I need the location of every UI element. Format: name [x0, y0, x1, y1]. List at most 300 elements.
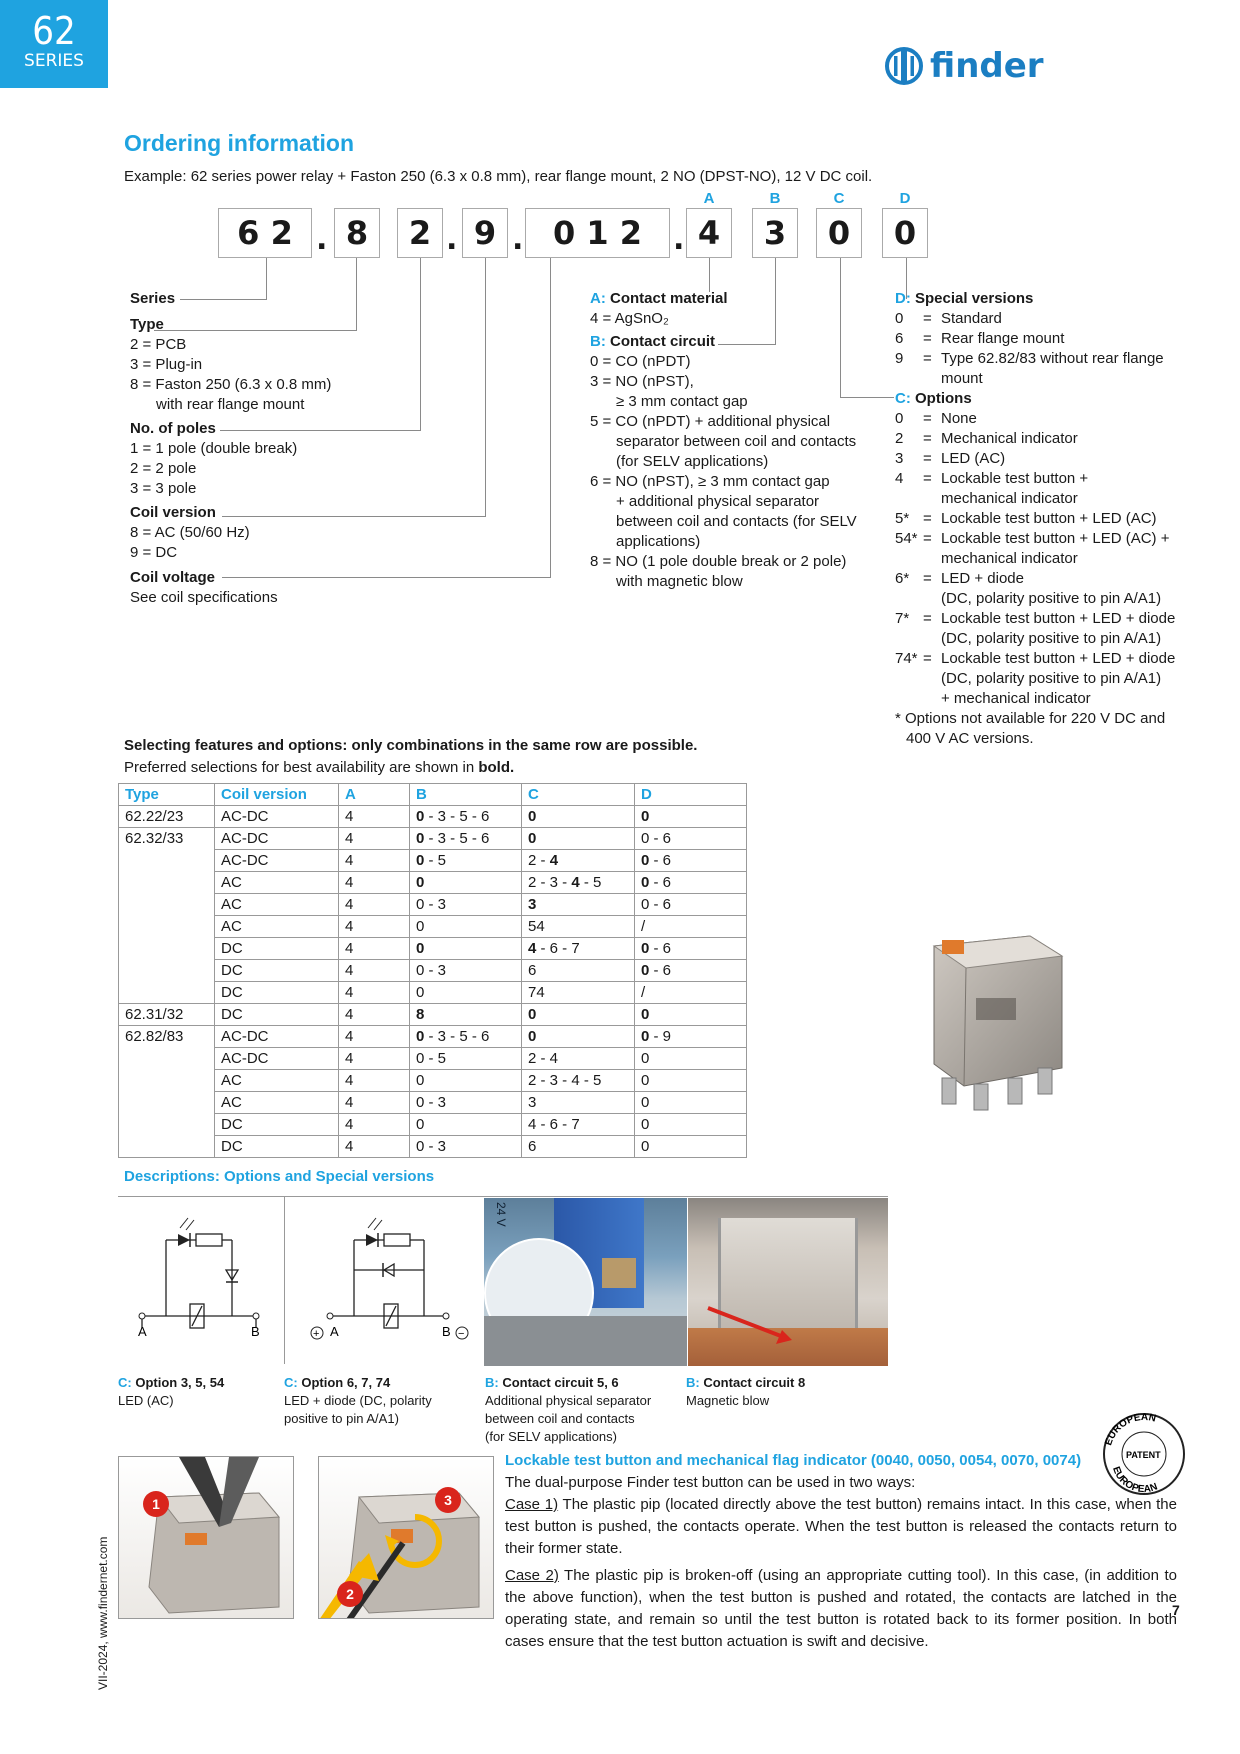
- b-item: + additional physical separator: [616, 493, 820, 510]
- coil-version-item: 9 = DC: [130, 544, 178, 561]
- c-item-value: (DC, polarity positive to pin A/A1): [941, 590, 1162, 607]
- c-item-equals: =: [923, 470, 932, 487]
- code-dot: .: [673, 222, 685, 257]
- table-cell: 4: [339, 872, 410, 894]
- table-cell: 0: [522, 806, 635, 828]
- table-cell: 0: [410, 872, 522, 894]
- table-row: [119, 1026, 747, 1048]
- table-cell: 54: [522, 916, 635, 938]
- table-header: D: [635, 784, 747, 806]
- table-cell: 4: [339, 894, 410, 916]
- c-item-key: [895, 689, 923, 709]
- table-cell: [119, 1136, 215, 1158]
- table-cell: 0: [410, 1070, 522, 1092]
- c-item-value: LED (AC): [941, 450, 1006, 467]
- d-item-equals: [923, 369, 941, 389]
- step-badge-2: 2: [337, 1581, 363, 1607]
- c-item-value: mechanical indicator: [941, 490, 1078, 507]
- plus-label: +: [313, 1328, 320, 1340]
- table-cell: 2 - 3 - 4 - 5: [522, 872, 635, 894]
- table-cell: [119, 872, 215, 894]
- caption-contact-circuit-8: B: Contact circuit 8 Magnetic blow: [686, 1375, 806, 1408]
- table-row: [119, 1070, 747, 1092]
- table-row: [119, 1092, 747, 1114]
- caption-option-6-7-74: C: Option 6, 7, 74 LED + diode (DC, polarity positive to pin A/A1): [284, 1375, 432, 1426]
- page-title: Ordering information: [124, 130, 354, 156]
- seal-text-top: EUROPEAN: [1103, 1411, 1158, 1448]
- table-cell: 0: [635, 1092, 747, 1114]
- b-item: 0 = CO (nPDT): [590, 353, 691, 370]
- d-item-key: 6: [895, 330, 904, 347]
- table-cell: 0 - 3: [410, 1092, 522, 1114]
- d-item-value: Type 62.82/83 without rear flange: [941, 350, 1164, 367]
- table-cell: [119, 960, 215, 982]
- code-dot: .: [512, 222, 524, 257]
- table-header: Type: [119, 784, 215, 806]
- table-cell: /: [635, 916, 747, 938]
- seal-text-bottom: EUROPEAN: [1110, 1465, 1160, 1496]
- c-item-row: [895, 669, 1185, 689]
- b-item: 5 = CO (nPDT) + additional physical: [590, 413, 831, 430]
- table-cell: 62.32/33: [119, 828, 215, 850]
- c-item-row: [895, 429, 1185, 449]
- table-cell: 4: [339, 1092, 410, 1114]
- c-item-row: [895, 569, 1185, 589]
- coil-version-item: 8 = AC (50/60 Hz): [130, 524, 250, 541]
- lockable-case-2: Case 2) The plastic pip is broken-off (using an appropriate cutting tool). In this case, (in addition to the above function), when the test button is pushed and rotated, the contacts are latched in the operating state, and remain so until the test button is rotated back to its former position. In both cases ensure that the test button actuation is swift and decisive.: [505, 1567, 1177, 1650]
- seal-text-mid: PATENT: [1126, 1450, 1161, 1460]
- table-cell: 0 - 3 - 5 - 6: [410, 1026, 522, 1048]
- c-item-row: [895, 529, 1185, 549]
- c-item-equals: [923, 689, 941, 709]
- magnetic-blow-photo: [688, 1198, 888, 1366]
- poles-item: 1 = 1 pole (double break): [130, 440, 298, 457]
- c-item-row: [895, 449, 1185, 469]
- table-cell: AC-DC: [215, 828, 339, 850]
- type-item: 8 = Faston 250 (6.3 x 0.8 mm): [130, 376, 332, 393]
- table-cell: 74: [522, 982, 635, 1004]
- test-button-photo-2: [318, 1456, 494, 1619]
- pin-a-label: A: [330, 1324, 339, 1339]
- b-item: separator between coil and contacts: [616, 433, 857, 450]
- right-fields: [895, 289, 1185, 749]
- series-tab: [0, 0, 108, 88]
- table-cell: [119, 982, 215, 1004]
- table-cell: [119, 894, 215, 916]
- table-row: [119, 872, 747, 894]
- d-item-equals: =: [923, 350, 932, 367]
- table-cell: 4: [339, 1004, 410, 1026]
- c-item-equals: =: [923, 410, 932, 427]
- table-row: [119, 828, 747, 850]
- series-label: SERIES: [24, 51, 84, 71]
- code-type: 8: [334, 208, 380, 258]
- code-dot: .: [446, 222, 458, 257]
- table-cell: 0 - 5: [410, 850, 522, 872]
- table-cell: DC: [215, 1136, 339, 1158]
- table-cell: 4: [339, 960, 410, 982]
- c-item-key: 74*: [895, 650, 918, 667]
- table-cell: AC-DC: [215, 1026, 339, 1048]
- test-button-photo-1: [118, 1456, 294, 1619]
- finder-logo-icon: [884, 46, 924, 86]
- c-item-equals: =: [923, 530, 932, 547]
- left-fields: [130, 289, 490, 608]
- table-row: [119, 938, 747, 960]
- led-ac-circuit-diagram: [118, 1198, 284, 1358]
- table-row: [119, 1114, 747, 1136]
- table-cell: DC: [215, 1004, 339, 1026]
- b-item: between coil and contacts (for SELV: [616, 513, 857, 530]
- table-cell: 62.31/32: [119, 1004, 215, 1026]
- contact-circuit-photo: [484, 1198, 687, 1366]
- table-cell: 62.22/23: [119, 806, 215, 828]
- table-cell: 0: [635, 1136, 747, 1158]
- table-cell: DC: [215, 1114, 339, 1136]
- mid-fields: [590, 289, 890, 592]
- c-item-value: Lockable test button + LED (AC) +: [941, 530, 1170, 547]
- c-item-row: [895, 649, 1185, 669]
- c-item-value: (DC, polarity positive to pin A/A1): [941, 670, 1162, 687]
- c-item-key: [895, 489, 923, 509]
- series-number: 62: [32, 9, 76, 53]
- table-cell: 2 - 4: [522, 1048, 635, 1070]
- table-cell: 4: [339, 828, 410, 850]
- c-item-key: 3: [895, 450, 904, 467]
- table-header: B: [410, 784, 522, 806]
- pin-a-label: A: [138, 1324, 147, 1339]
- table-cell: 0 - 6: [635, 850, 747, 872]
- leader-line: [550, 258, 551, 577]
- coil-voltage-note: See coil specifications: [130, 589, 278, 606]
- code-coil-version: 9: [462, 208, 508, 258]
- table-cell: 4: [339, 1048, 410, 1070]
- b-item: with magnetic blow: [616, 573, 743, 590]
- c-item-row: [895, 489, 1185, 509]
- table-cell: 0: [635, 1070, 747, 1092]
- code-series: 6 2: [218, 208, 312, 258]
- code-c: 0: [816, 208, 862, 258]
- b-item: applications): [616, 533, 701, 550]
- poles-heading: No. of poles: [130, 420, 216, 437]
- pin-b-label: B: [251, 1324, 260, 1339]
- descriptions-heading: Descriptions: Options and Special versions: [124, 1168, 435, 1185]
- relay-base: [484, 1316, 687, 1366]
- c-item-value: Lockable test button +: [941, 470, 1089, 487]
- c-item-row: [895, 409, 1185, 429]
- table-cell: 0 - 6: [635, 938, 747, 960]
- c-item-key: 6*: [895, 570, 910, 587]
- red-arrow-icon: [688, 1198, 888, 1366]
- table-cell: [119, 916, 215, 938]
- table-cell: [119, 850, 215, 872]
- minus-label: −: [458, 1328, 465, 1340]
- d-item-row: [895, 329, 1185, 349]
- c-item-row: [895, 629, 1185, 649]
- table-cell: 0: [635, 1004, 747, 1026]
- c-item-equals: =: [923, 570, 932, 587]
- code-dot: .: [316, 222, 328, 257]
- led-diode-circuit-diagram: [290, 1198, 480, 1358]
- code-letter-b: B: [769, 190, 781, 207]
- c-item-value: Lockable test button + LED (AC): [941, 510, 1157, 527]
- a-item: 4 = AgSnO₂: [590, 310, 669, 327]
- c-item-equals: =: [923, 430, 932, 447]
- table-cell: [119, 1114, 215, 1136]
- table-cell: 0: [410, 1114, 522, 1136]
- c-item-row: [895, 609, 1185, 629]
- table-cell: DC: [215, 938, 339, 960]
- page-number: 7: [1172, 1602, 1180, 1618]
- table-cell: AC: [215, 894, 339, 916]
- c-item-value: + mechanical indicator: [941, 690, 1091, 707]
- table-cell: 0: [410, 938, 522, 960]
- finder-logo: [884, 46, 1044, 86]
- photo-label: 24 V: [494, 1202, 508, 1227]
- code-letter-a: A: [703, 190, 715, 207]
- table-cell: 4 - 6 - 7: [522, 1114, 635, 1136]
- c-item-row: [895, 589, 1185, 609]
- divider: [284, 1196, 285, 1364]
- leader-line: [709, 258, 710, 292]
- c-item-value: None: [941, 410, 977, 427]
- selection-table: [118, 783, 747, 1158]
- table-cell: AC: [215, 872, 339, 894]
- c-item-value: mechanical indicator: [941, 550, 1078, 567]
- c-item-equals: [923, 489, 941, 509]
- c-item-equals: =: [923, 610, 932, 627]
- d-item-key: 9: [895, 350, 904, 367]
- table-cell: 4: [339, 1026, 410, 1048]
- c-item-key: [895, 589, 923, 609]
- table-cell: [119, 1048, 215, 1070]
- c-item-key: 2: [895, 430, 904, 447]
- pin-b-label: B: [442, 1324, 451, 1339]
- d-item-value: Standard: [941, 310, 1002, 327]
- table-header: Coil version: [215, 784, 339, 806]
- caption-contact-circuit-5-6: B: Contact circuit 5, 6 Additional physical separator between coil and contacts (for SELV applications): [485, 1375, 652, 1444]
- table-cell: AC-DC: [215, 1048, 339, 1070]
- d-item-key: 0: [895, 310, 904, 327]
- c-item-key: 54*: [895, 530, 918, 547]
- divider: [118, 1196, 888, 1197]
- table-row: [119, 960, 747, 982]
- d-item-equals: =: [923, 310, 932, 327]
- code-letter-d: D: [899, 190, 911, 207]
- d-item-row: [895, 369, 1185, 389]
- caption-option-3-5-54: C: Option 3, 5, 54 LED (AC): [118, 1375, 225, 1408]
- c-list: [895, 409, 1185, 709]
- table-cell: 0: [410, 982, 522, 1004]
- selecting-heading: Selecting features and options: only combinations in the same row are possible.: [124, 737, 698, 754]
- b-key: B:: [590, 333, 606, 350]
- table-cell: 4 - 6 - 7: [522, 938, 635, 960]
- table-cell: 2 - 4: [522, 850, 635, 872]
- table-row: [119, 850, 747, 872]
- c-item-value: Mechanical indicator: [941, 430, 1078, 447]
- d-item-value: Rear flange mount: [941, 330, 1065, 347]
- a-key: A:: [590, 290, 606, 307]
- poles-item: 2 = 2 pole: [130, 460, 197, 477]
- table-cell: 0: [522, 1026, 635, 1048]
- d-item-row: [895, 309, 1185, 329]
- spring-contact: [602, 1258, 636, 1288]
- table-cell: 8: [410, 1004, 522, 1026]
- d-heading: Special versions: [915, 290, 1034, 307]
- lockable-title: Lockable test button and mechanical flag indicator (0040, 0050, 0054, 0070, 0074): [505, 1452, 1082, 1469]
- c-item-value: Lockable test button + LED + diode: [941, 610, 1176, 627]
- table-cell: 0 - 6: [635, 872, 747, 894]
- table-cell: 4: [339, 806, 410, 828]
- table-cell: 0 - 5: [410, 1048, 522, 1070]
- c-item-equals: [923, 549, 941, 569]
- table-cell: DC: [215, 960, 339, 982]
- table-cell: 0 - 3 - 5 - 6: [410, 806, 522, 828]
- d-item-key: [895, 369, 923, 389]
- coil-voltage-heading: Coil voltage: [130, 569, 216, 586]
- c-item-key: 4: [895, 470, 904, 487]
- footer-side-text: VII-2024, www.findernet.com: [96, 1536, 110, 1690]
- table-cell: AC: [215, 1070, 339, 1092]
- table-cell: 0: [522, 828, 635, 850]
- code-b: 3: [752, 208, 798, 258]
- table-cell: 0 - 3 - 5 - 6: [410, 828, 522, 850]
- c-item-value: LED + diode: [941, 570, 1024, 587]
- type-item: with rear flange mount: [156, 396, 305, 413]
- d-key: D:: [895, 290, 911, 307]
- relay-cutter-illustration: [119, 1457, 294, 1619]
- a-heading: Contact material: [610, 290, 728, 307]
- c-item-key: 0: [895, 410, 904, 427]
- table-cell: /: [635, 982, 747, 1004]
- lockable-case-1: Case 1) The plastic pip (located directly above the test button) remains intact. In this case, when the test button is pushed, the contacts operate. When the test button is released the contacts return to their former state.: [505, 1496, 1177, 1557]
- coil-version-heading: Coil version: [130, 504, 216, 521]
- table-cell: 0 - 3: [410, 1136, 522, 1158]
- table-row: [119, 1004, 747, 1026]
- table-cell: AC: [215, 1092, 339, 1114]
- c-item-equals: =: [923, 650, 932, 667]
- type-item: 3 = Plug-in: [130, 356, 203, 373]
- table-cell: 0: [522, 1004, 635, 1026]
- footnote: 400 V AC versions.: [906, 730, 1034, 747]
- c-item-key: [895, 549, 923, 569]
- table-cell: 2 - 3 - 4 - 5: [522, 1070, 635, 1092]
- table-cell: 6: [522, 1136, 635, 1158]
- type-heading: Type: [130, 316, 164, 333]
- c-item-equals: [923, 589, 941, 609]
- b-item: 8 = NO (1 pole double break or 2 pole): [590, 553, 847, 570]
- example-text: Example: 62 series power relay + Faston 250 (6.3 x 0.8 mm), rear flange mount, 2 NO (DPST-NO), 12 V DC coil.: [124, 168, 873, 185]
- step-badge-1: 1: [143, 1491, 169, 1517]
- table-cell: 62.82/83: [119, 1026, 215, 1048]
- table-cell: 0: [635, 1114, 747, 1136]
- table-row: [119, 1136, 747, 1158]
- c-item-equals: =: [923, 450, 932, 467]
- table-cell: 0: [410, 916, 522, 938]
- c-item-equals: [923, 629, 941, 649]
- poles-item: 3 = 3 pole: [130, 480, 197, 497]
- c-item-equals: =: [923, 510, 932, 527]
- table-row: [119, 1048, 747, 1070]
- c-item-row: [895, 469, 1185, 489]
- c-item-value: (DC, polarity positive to pin A/A1): [941, 630, 1162, 647]
- c-item-key: 7*: [895, 610, 910, 627]
- table-row: [119, 894, 747, 916]
- c-item-key: [895, 629, 923, 649]
- c-item-key: [895, 669, 923, 689]
- table-cell: AC: [215, 916, 339, 938]
- b-item: ≥ 3 mm contact gap: [616, 393, 748, 410]
- table-cell: DC: [215, 982, 339, 1004]
- lockable-intro: The dual-purpose Finder test button can be used in two ways:: [505, 1474, 916, 1491]
- table-cell: 0: [635, 806, 747, 828]
- table-cell: 3: [522, 894, 635, 916]
- c-item-value: Lockable test button + LED + diode: [941, 650, 1176, 667]
- b-item: 6 = NO (nPST), ≥ 3 mm contact gap: [590, 473, 830, 490]
- relay-product-photo: [912, 928, 1082, 1118]
- c-item-row: [895, 509, 1185, 529]
- b-heading: Contact circuit: [610, 333, 716, 350]
- table-cell: 3: [522, 1092, 635, 1114]
- table-cell: 6: [522, 960, 635, 982]
- c-heading: Options: [915, 390, 972, 407]
- table-cell: 4: [339, 982, 410, 1004]
- c-item-row: [895, 689, 1185, 709]
- brand-name: finder: [930, 46, 1044, 86]
- c-item-equals: [923, 669, 941, 689]
- table-cell: 4: [339, 916, 410, 938]
- d-item-row: [895, 349, 1185, 369]
- table-cell: 0 - 6: [635, 894, 747, 916]
- type-item: 2 = PCB: [130, 336, 187, 353]
- preferred-note: Preferred selections for best availability are shown in bold.: [124, 759, 515, 776]
- b-item: 3 = NO (nPST),: [590, 373, 694, 390]
- table-cell: AC-DC: [215, 806, 339, 828]
- d-item-equals: =: [923, 330, 932, 347]
- code-coil-voltage: 0 1 2: [525, 208, 670, 258]
- c-item-row: [895, 549, 1185, 569]
- table-header: A: [339, 784, 410, 806]
- table-cell: 0 - 6: [635, 828, 747, 850]
- table-cell: 4: [339, 1136, 410, 1158]
- b-item: (for SELV applications): [616, 453, 769, 470]
- code-poles: 2: [397, 208, 443, 258]
- table-cell: 0 - 6: [635, 960, 747, 982]
- code-d: 0: [882, 208, 928, 258]
- table-cell: 4: [339, 1114, 410, 1136]
- d-item-value: mount: [941, 370, 983, 387]
- c-item-key: 5*: [895, 510, 910, 527]
- lockable-section: [505, 1450, 1177, 1653]
- table-row: [119, 916, 747, 938]
- code-a: 4: [686, 208, 732, 258]
- table-row: [119, 806, 747, 828]
- table-cell: [119, 1070, 215, 1092]
- table-cell: AC-DC: [215, 850, 339, 872]
- table-cell: 4: [339, 1070, 410, 1092]
- table-cell: 0 - 9: [635, 1026, 747, 1048]
- table-row: [119, 982, 747, 1004]
- table-cell: [119, 1092, 215, 1114]
- table-cell: 4: [339, 938, 410, 960]
- table-cell: [119, 938, 215, 960]
- c-key: C:: [895, 390, 911, 407]
- table-cell: 0: [635, 1048, 747, 1070]
- step-badge-3: 3: [435, 1487, 461, 1513]
- table-header: C: [522, 784, 635, 806]
- table-cell: 4: [339, 850, 410, 872]
- footnote: * Options not available for 220 V DC and: [895, 710, 1166, 727]
